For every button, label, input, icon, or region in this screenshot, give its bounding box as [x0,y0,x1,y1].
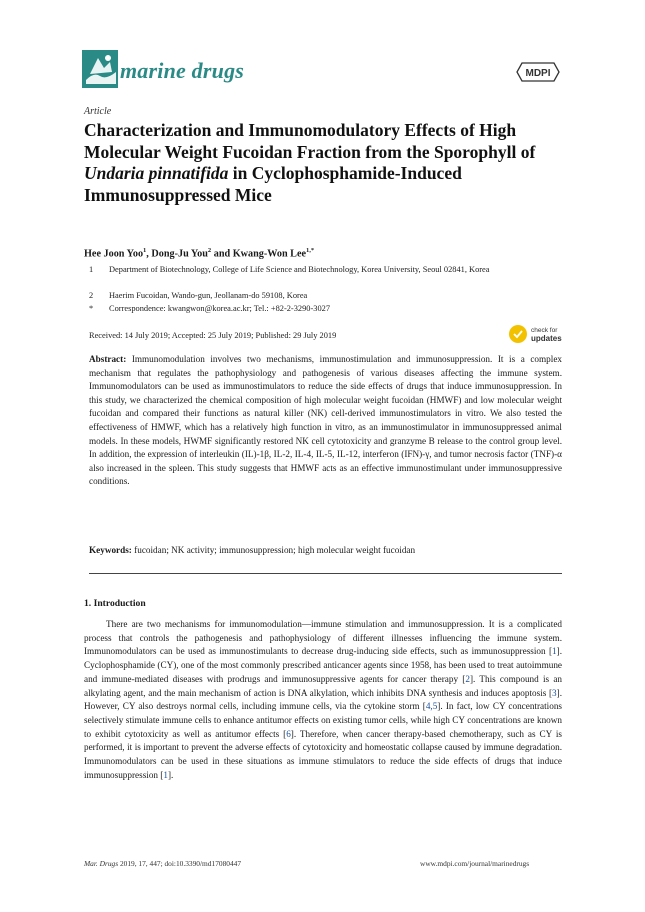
title-species: Undaria pinnatifida [84,163,229,183]
author-affiliation-sup: 1,* [306,247,315,254]
author-separator: , [146,248,152,260]
author-list [84,247,314,259]
intro-text: ]. [167,769,174,780]
keywords-label: Keywords: [89,545,132,555]
author-name: Kwang-Won Lee [232,248,306,260]
citation-link[interactable]: 2 [465,673,470,684]
affiliation [89,264,519,290]
publisher-name: MDPI [525,68,551,79]
footer-journal-abbrev: Mar. Drugs [84,859,119,868]
intro-text: ]. This compound is an alkylating agent, and the main mechanism of action is DNA alkylation, which inhibits DNA synthesis and induces apoptosis [ [84,673,562,698]
affiliation-text: Haerim Fucoidan, Wando-gun, Jeollanam-do 59108, Korea [109,291,308,300]
intro-text: ]. In fact, low CY concentrations selectively stimulate immune cells to enhance antitumor effects on existing tumor cells, while high CY concentrations are known to exhibit cytotoxicity as well as antitumor effects [ [84,701,562,739]
marine-drugs-logo-icon [82,50,118,88]
author-separator: and [211,248,233,260]
publication-dates: Received: 14 July 2019; Accepted: 25 July 2019; Published: 29 July 2019 [89,331,337,340]
intro-text: There are two mechanisms for immunomodulation—immune stimulation and immunosuppression. It is a complicated process that controls the pathogenesis and pathophysiology of different illnesses influencing the immune system. Immunomodulators can be used as immunostimulants to decrease drug-inducing side effects, such as immunosuppression [ [84,619,562,657]
author-affiliation-sup: 1 [143,247,147,254]
introduction-paragraph [84,618,562,782]
keywords-text: fucoidan; NK activity; immunosuppression; high molecular weight fucoidan [134,545,416,555]
abstract-text: Immunomodulation involves two mechanisms, immunostimulation and immunosuppression. It is a complex mechanism that regulates the pathophysiology and pathogenesis of various diseases affecting the immune system. Immunomodulators can be used as immunostimulators to reduce the side effects of drugs that induce immunosuppression. In this study, we characterized the chemical composition of high molecular weight fucoidan (HMWF) and low molecular weight fucoidan and compared their functions as natural killer (NK) cell-derived immunostimulators in vitro. We also tested the effectiveness of HMWF, which has a relatively high function in vitro, as an immunostimulator in immunosuppressed animal models. In these models, HWMF significantly restored NK cell cytotoxicity and granzyme B release to the control group level. In addition, the expression of interleukin (IL)-1β, IL-2, IL-4, IL-5, IL-12, interferon (IFN)-γ, and tumor necrosis factor (TNF)-α also increased in the spleen. This study suggests that HMWF acts as an effective immunostimulant under immunosuppressive conditions. [89,354,562,487]
citation-link[interactable]: 3 [552,687,557,698]
abstract-label: Abstract: [89,354,127,364]
title-part-2: in Cyclophosphamide-Induced Immunosuppressed Mice [84,163,462,205]
correspondence-text: Correspondence: kwangwon@korea.ac.kr; Tel.: +82-2-3290-3027 [109,304,331,313]
correspondence [89,303,519,316]
affiliation [89,290,519,303]
citation-link[interactable]: 1 [163,769,168,780]
footer-citation [84,859,241,868]
journal-name: marine drugs [120,58,245,83]
affiliation-number: 2 [89,291,94,300]
title-part-1: Characterization and Immunomodulatory Effects of High Molecular Weight Fucoidan Fraction from the Sporophyll of [84,120,536,162]
affiliation-number: 1 [89,265,94,274]
section-heading: 1. Introduction [84,598,146,609]
affiliation-text: Department of Biotechnology, College of Life Science and Biotechnology, Korea University, Seoul 02841, Korea [109,265,490,274]
check-updates-line2: updates [531,334,562,343]
intro-text: ]. Cyclophosphamide (CY), one of the most commonly prescribed anticancer agents since 1958, has been used to treat autoimmune and immune-mediated diseases with prodrugs and immunosuppressive agents for cancer therapy [ [84,646,562,684]
article-title [84,120,554,206]
intro-text: ]. Therefore, when cancer therapy-based chemotherapy, such as CY is performed, it is important to prevent the adverse effects of cytotoxicity and homeostatic collapse caused by immune degradation. Immunomodulators can be used in these situations as immune stimulators to reduce the side effects of drugs that induce immunosuppression [ [84,728,562,780]
citation-link[interactable]: 6 [286,728,291,739]
citation-link[interactable]: 1 [552,646,557,657]
article-type: Article [84,106,112,117]
author-name: Hee Joon Yoo [84,248,144,260]
intro-text: ]. However, CY also destroys normal cells, including immune cells, via the cytokine storm [ [84,687,562,712]
check-for-updates-badge[interactable] [508,323,568,345]
author-affiliation-sup: 2 [207,247,212,254]
citation-link[interactable]: 4,5 [425,701,438,712]
author-name: Dong-Ju You [151,248,208,260]
footer-citation-text: 2019, 17, 447; doi:10.3390/md17080447 [118,859,242,868]
abstract [89,353,562,489]
mdpi-logo [516,62,560,82]
keywords [89,545,562,555]
check-updates-line1: check for [531,327,558,334]
affiliation-number: * [89,304,94,313]
check-updates-icon [509,325,527,343]
section-divider [89,573,562,574]
footer-url[interactable]: www.mdpi.com/journal/marinedrugs [420,859,530,868]
